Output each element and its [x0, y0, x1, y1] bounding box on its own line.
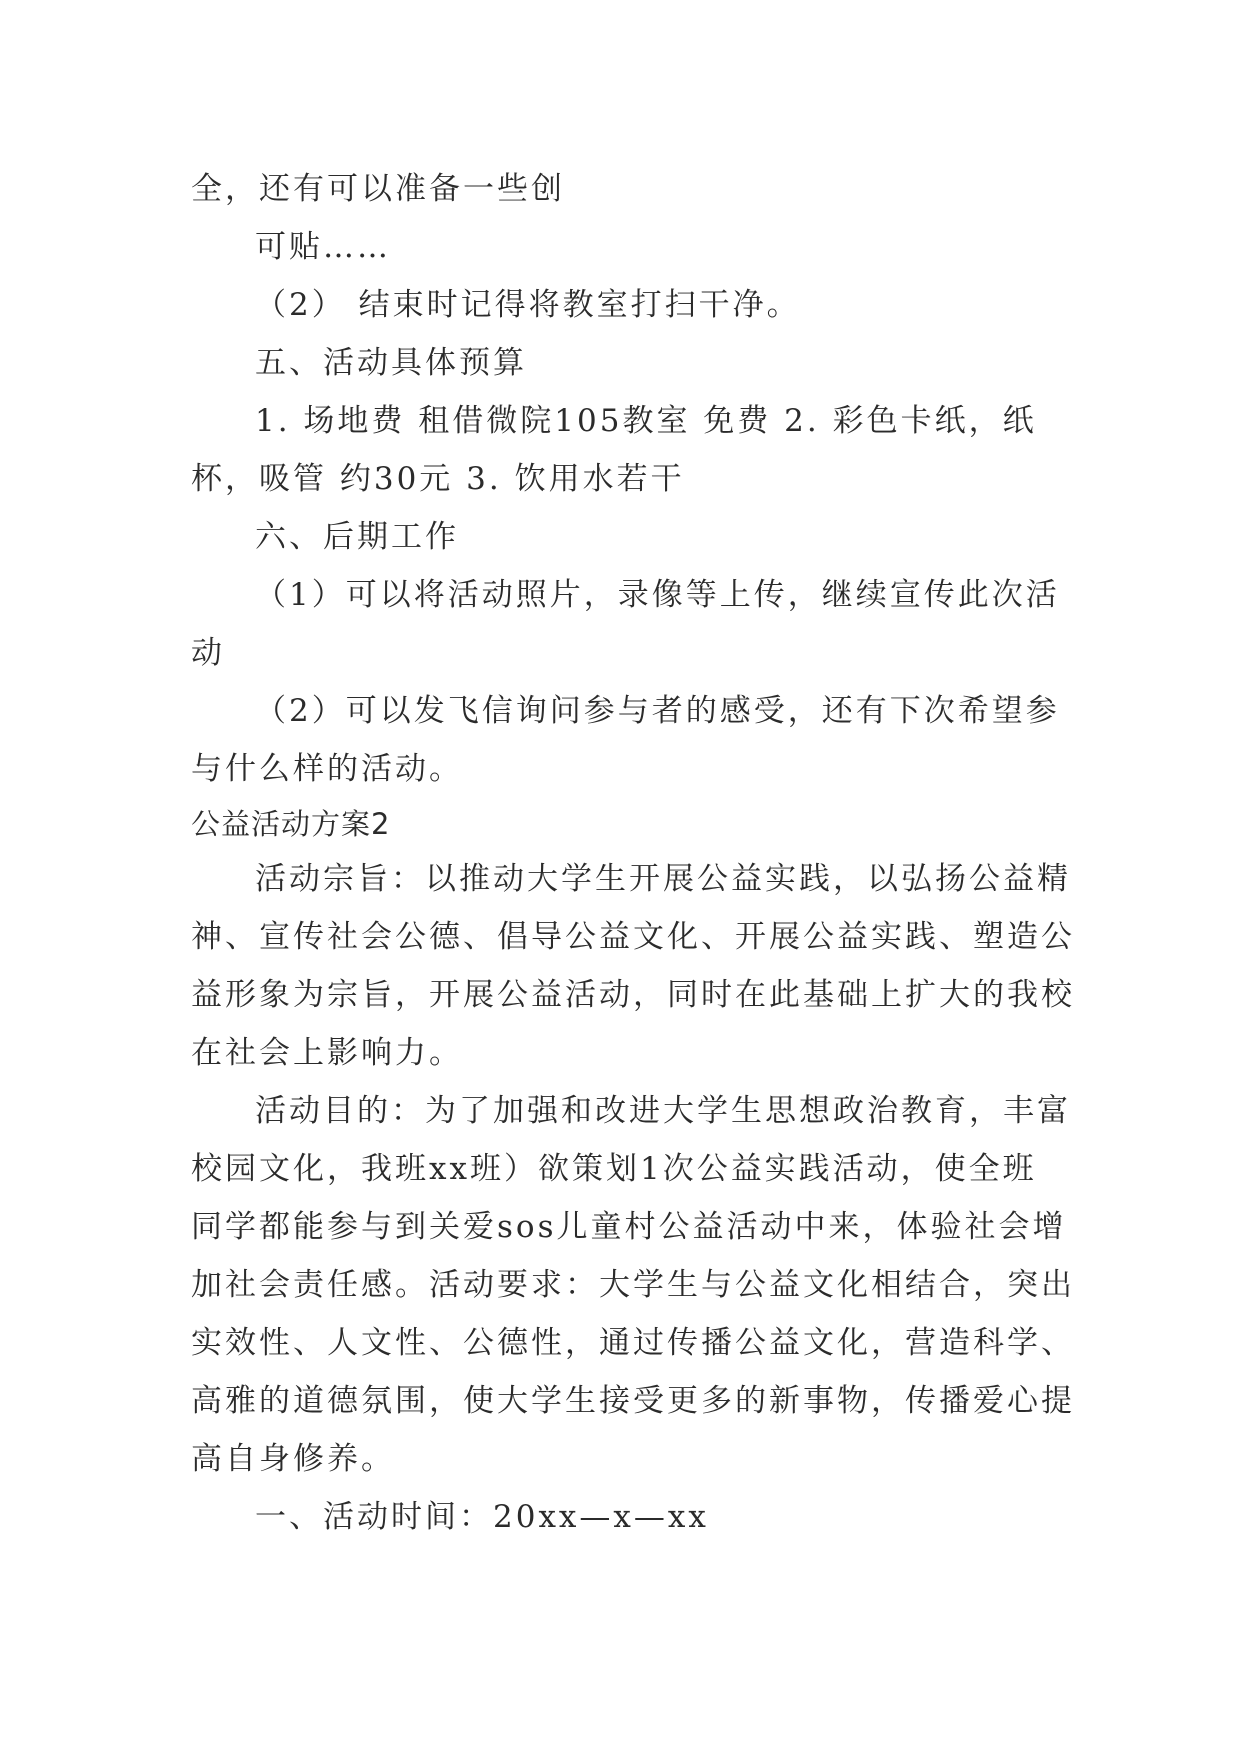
body-line: （2）可以发飞信询问参与者的感受，还有下次希望参	[255, 693, 1060, 729]
body-line: 高自身修养。	[191, 1441, 395, 1477]
body-line: 在社会上影响力。	[191, 1035, 463, 1071]
body-line: 动	[191, 635, 225, 671]
section-heading: 五、活动具体预算	[255, 345, 527, 381]
body-line: 杯，吸管 约30元 3. 饮用水若干	[191, 461, 685, 497]
body-line: （2） 结束时记得将教室打扫干净。	[255, 287, 801, 323]
body-line: 益形象为宗旨，开展公益活动，同时在此基础上扩大的我校	[191, 977, 1075, 1013]
body-line: 全，还有可以准备一些创	[191, 171, 565, 207]
body-line: 与什么样的活动。	[191, 751, 463, 787]
body-line: 可贴……	[255, 229, 391, 265]
section-heading: 一、活动时间：20xx—x—xx	[255, 1499, 709, 1535]
section-heading: 六、后期工作	[255, 519, 459, 555]
body-line: （1）可以将活动照片，录像等上传，继续宣传此次活	[255, 577, 1060, 613]
body-line: 实效性、人文性、公德性，通过传播公益文化，营造科学、	[191, 1325, 1075, 1361]
body-line: 1. 场地费 租借微院105教室 免费 2. 彩色卡纸，纸	[255, 403, 1037, 439]
body-line: 神、宣传社会公德、倡导公益文化、开展公益实践、塑造公	[191, 919, 1075, 955]
body-line: 校园文化，我班xx班）欲策划1次公益实践活动，使全班	[191, 1151, 1037, 1187]
document-body	[191, 160, 1075, 1546]
body-line: 加社会责任感。活动要求：大学生与公益文化相结合，突出	[191, 1267, 1075, 1303]
body-line: 同学都能参与到关爱sos儿童村公益活动中来，体验社会增	[191, 1209, 1067, 1245]
body-line: 活动宗旨：以推动大学生开展公益实践，以弘扬公益精	[255, 861, 1071, 897]
body-line: 高雅的道德氛围，使大学生接受更多的新事物，传播爱心提	[191, 1383, 1075, 1419]
body-line: 活动目的：为了加强和改进大学生思想政治教育，丰富	[255, 1093, 1071, 1129]
document-title: 公益活动方案2	[191, 807, 391, 841]
